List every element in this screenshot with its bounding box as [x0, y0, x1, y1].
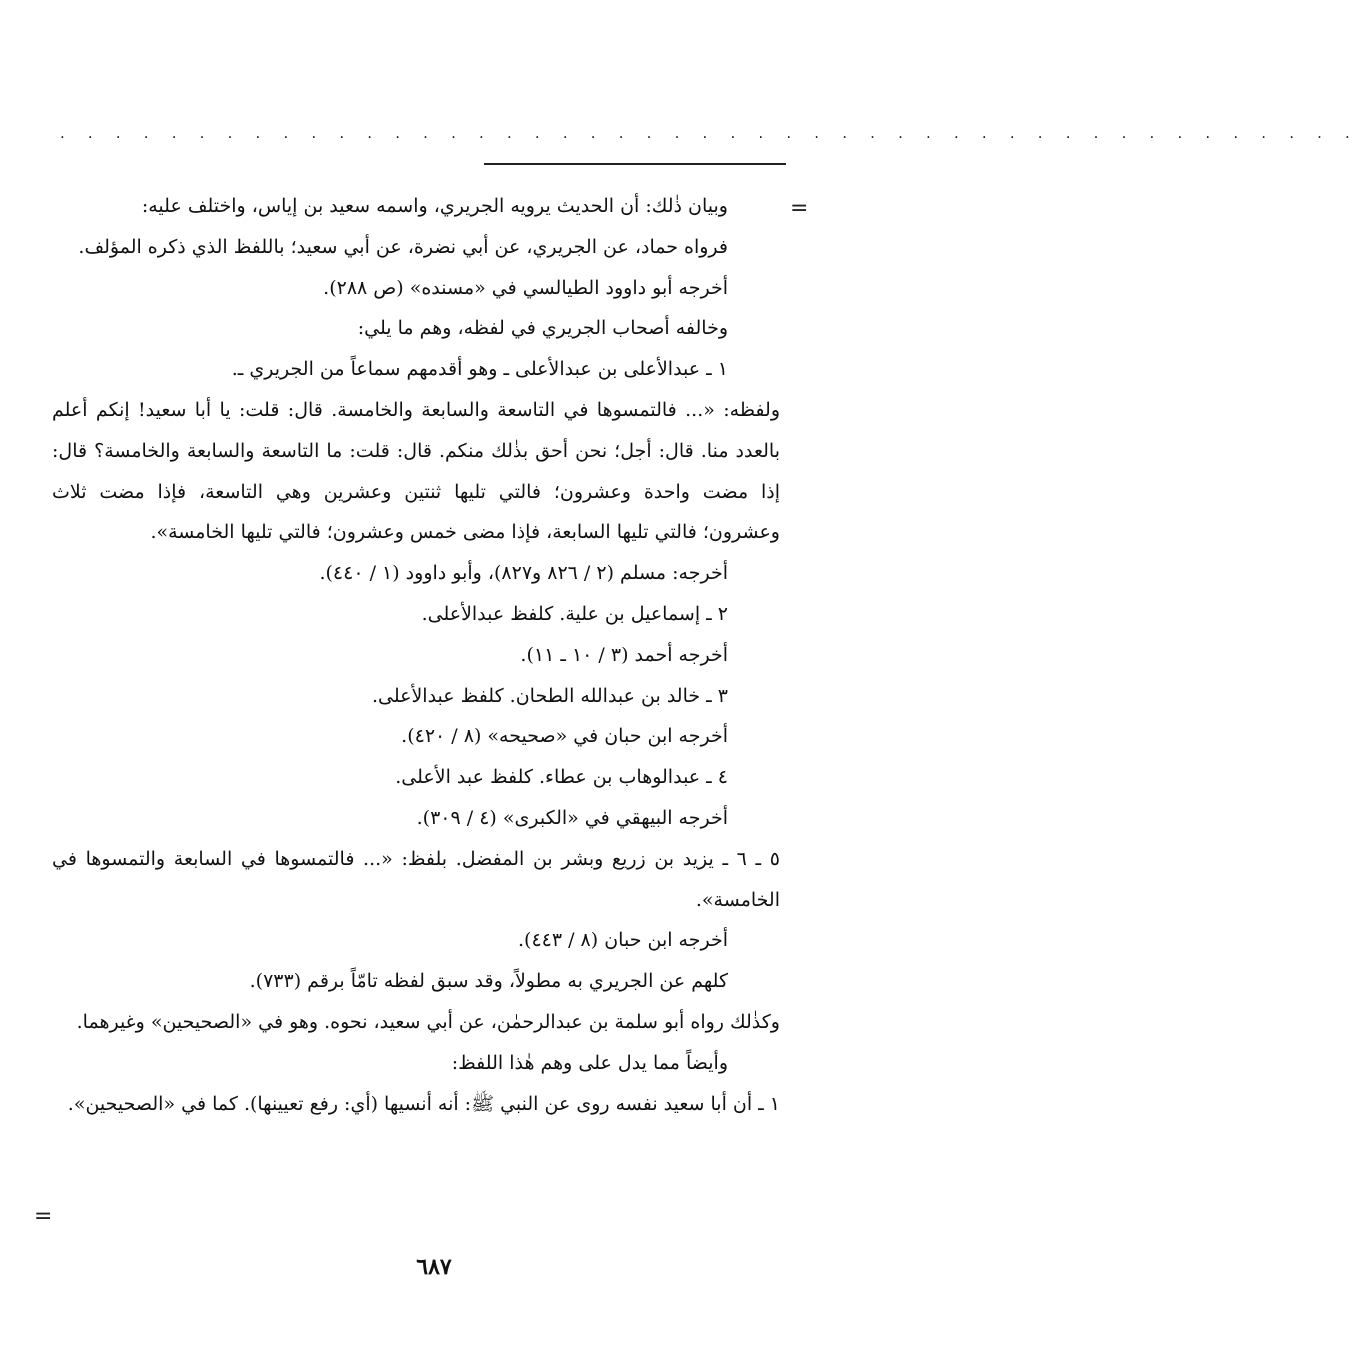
paragraph: أخرجه أحمد (٣ / ١٠ ـ ١١).	[520, 643, 728, 666]
paragraph: ٣ ـ خالد بن عبدالله الطحان. كلفظ عبدالأعلى.	[371, 684, 728, 707]
paragraph: فرواه حماد، عن الجريري، عن أبي نضرة، عن أبي سعيد؛ باللفظ الذي ذكره المؤلف.	[78, 235, 728, 258]
paragraph: وبيان ذٰلك: أن الحديث يرويه الجريري، واسمه سعيد بن إياس، واختلف عليه:	[141, 195, 728, 217]
paragraph: أخرجه ابن حبان في «صحيحه» (٨ / ٤٢٠).	[401, 725, 728, 748]
paragraph: ٢ ـ إسماعيل بن علية. كلفظ عبدالأعلى.	[421, 602, 728, 625]
margin-marker-bottom: =	[34, 1204, 53, 1229]
paragraph: ١ ـ عبدالأعلى بن عبدالأعلى ـ وهو أقدمهم سماعاً من الجريري ـ.	[231, 358, 728, 381]
paragraph: وكذٰلك رواه أبو سلمة بن عبدالرحمٰن، عن أبي سعيد، نحوه. وهو في «الصحيحين» وغيرهما.	[76, 1010, 780, 1033]
paragraph: ١ ـ أن أبا سعيد نفسه روى عن النبي ﷺ: أنه أنسيها (أي: رفع تعيينها). كما في «الصحيحين».	[67, 1092, 780, 1115]
paragraph: كلهم عن الجريري به مطولاً، وقد سبق لفظه تامّاً برقم (٧٣٣).	[249, 970, 728, 993]
paragraph: وخالفه أصحاب الجريري في لفظه، وهم ما يلي:	[357, 317, 728, 340]
header-dotted-line: . . . . . . . . . . . . . . . . . . . . . . . . . . . . . . . . . . . . . . . . . . . . . . .	[60, 124, 1359, 142]
page-body	[52, 186, 780, 1124]
paragraph: أخرجه: مسلم (٢ / ٨٢٦ و٨٢٧)، وأبو داوود (١ / ٤٤٠).	[319, 562, 728, 585]
header-rule	[484, 163, 786, 165]
paragraph: أخرجه البيهقي في «الكبرى» (٤ / ٣٠٩).	[416, 806, 728, 829]
page-number: ٦٨٧	[416, 1254, 452, 1280]
paragraph: وأيضاً مما يدل على وهم هٰذا اللفظ:	[451, 1051, 728, 1074]
paragraph: ٤ ـ عبدالوهاب بن عطاء. كلفظ عبد الأعلى.	[395, 766, 728, 789]
paragraph: ٥ ـ ٦ ـ يزيد بن زريع وبشر بن المفضل. بلفظ: «... فالتمسوها في السابعة والتمسوها في الخامسة».	[52, 847, 780, 911]
paragraph: أخرجه أبو داوود الطيالسي في «مسنده» (ص ٢٨٨).	[323, 276, 728, 299]
margin-marker-top: =	[790, 196, 809, 221]
paragraph: ولفظه: «... فالتمسوها في التاسعة والسابعة والخامسة. قال: قلت: يا أبا سعيد! إنكم أعلم بالعدد منا. قال: أجل؛ نحن أحق بذٰلك منكم. قال: قلت: ما التاسعة والسابعة والخامسة؟ قال: إذا مضت واحدة وعشرون؛ فالتي تليها ثنتين وعشرين وهي التاسعة، فإذا مضت ثلاث وعشرون؛ فالتي تليها السابعة، فإذا مضى خمس وعشرون؛ فالتي تليها الخامسة».	[52, 398, 780, 544]
paragraph: أخرجه ابن حبان (٨ / ٤٤٣).	[517, 929, 728, 952]
